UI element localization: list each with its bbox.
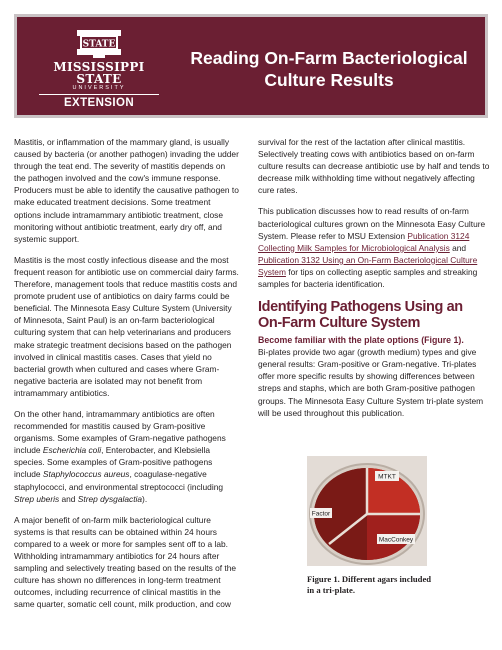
label-mtkt: MTKT [378, 473, 396, 481]
msu-extension-logo [31, 29, 167, 109]
section-heading: Identifying Pathogens Using an On-Farm Culture System [258, 299, 463, 332]
costly-disease-paragraph: Mastitis is the most costly infectious disease and the most frequent reason for antibiotic use on commercial dairy farms. Therefore, management tools that reduce mastitis costs and promote prudent use of antibiotics on dairy farms could be beneficial. The Minnesota Easy Culture System (University of Minnesota, Saint Paul) is an on-farm bacteriological culturing system that can help veterinarians and producers make strategic treatment decisions based on the pathogen involved in clinical mastitis cases. Cases that yield no bacterial growth when cultured and cases where Gram-negative bacteria are isolated may not benefit from intramammary antibiotics. [14, 254, 239, 398]
publication-3124-link[interactable]: Publication 3124 Collecting Milk Samples for Microbiological Analysis [258, 230, 470, 253]
pathogen-examples-paragraph: On the other hand, intramammary antibiotics are often recommended for mastitis caused by Gram-positive organisms. Some examples of Gram-negative pathogens include Escherichia coli, Enterobacter, and Klebsiella species. Some examples of Gram-positive pathogens include Staphylococcus aureus, coagulase-negative staphylococci, and environmental streptococci (including Strep uberis and Strep dysgalactia). [14, 408, 226, 504]
msu-state-logo-icon [75, 29, 123, 59]
intro-paragraph: Mastitis, or inflammation of the mammary gland, is usually caused by bacteria (or another pathogen) invading the udder through the teat end. The severity of mastitis depends on the pathogen involved and the cow's immune response. Producers must be able to identify the causative pathogen to make educated treatment decisions. Some treatment options include intramammary antibiotic treatment, close monitoring without antibiotic treatment, early dry off, and systemic support. [14, 137, 239, 244]
plates-paragraph: Bi-plates provide two agar (growth medium) types and give general results: Gram-positive or Gram-negative. Tri-plates offer more specific results by showing differences between streps and staphs, which are both Gram-positive pathogen groups. The Minnesota Easy Culture System tri-plate system will be used throughout this publication. [258, 347, 484, 418]
logo-divider [39, 94, 159, 95]
strep-dysgalactia-name: Strep dysgalactia [77, 493, 143, 504]
publication-3132-link[interactable]: Publication 3132 Using an On-Farm Bacteriological Culture System [258, 254, 478, 277]
label-macconkey: MacConkey [378, 536, 414, 544]
benefit-paragraph: A major benefit of on-farm milk bacteriological culture systems is that results can be obtained within 24 hours compared to a week or more for samples sent off to a lab. Withholding intramammary antibiotics for 24 hours after sampling and selectively treating based on the results of the culture has shown no differences in long-term treatment outcomes, including recurrence of clinical mastitis in the same quarter, somatic cell count, milk production, and cow [14, 514, 237, 610]
page-title: Reading On-Farm Bacteriological Culture Results [190, 48, 468, 90]
publication-paragraph: This publication discusses how to read results of on-farm bacteriological cultures grown on the Minnesota Easy Culture System. Please refer to MSU Extension Publication 3124 Collecting Milk Samples for Microbiological Analysis and Publication 3132 Using an On-Farm Bacteriological Culture System for tips on collecting aseptic samples and streaking samples for bacteria identification. [258, 206, 486, 290]
header-banner [14, 14, 488, 118]
tri-plate-illustration [307, 456, 427, 566]
right-column [258, 136, 490, 428]
logo-university-name: MISSISSIPPI STATE [53, 60, 145, 86]
left-column [14, 136, 239, 619]
ecoli-name: Escherichia coli [42, 445, 102, 456]
staph-name: Staphylococcus aureus [42, 469, 130, 480]
section-subheading: Become familiar with the plate options (Figure 1). [258, 335, 464, 346]
label-factor: Factor [311, 510, 331, 518]
survival-paragraph: survival for the rest of the lactation after clinical mastitis. Selectively treating cows with antibiotics based on on-farm culture results can decrease antibiotic use by half and tends to decrease milk withholding time without negatively affecting cure rates. [258, 137, 490, 196]
logo-university-word: UNIVERSITY [72, 85, 126, 91]
tri-plate-photo [307, 456, 427, 566]
figure-caption: Figure 1. Different agars included in a tri-plate. [307, 574, 432, 595]
logo-extension: EXTENSION [63, 97, 135, 109]
strep-uberis-name: Strep uberis [14, 493, 60, 504]
logo-shield-text: STATE [82, 39, 116, 50]
